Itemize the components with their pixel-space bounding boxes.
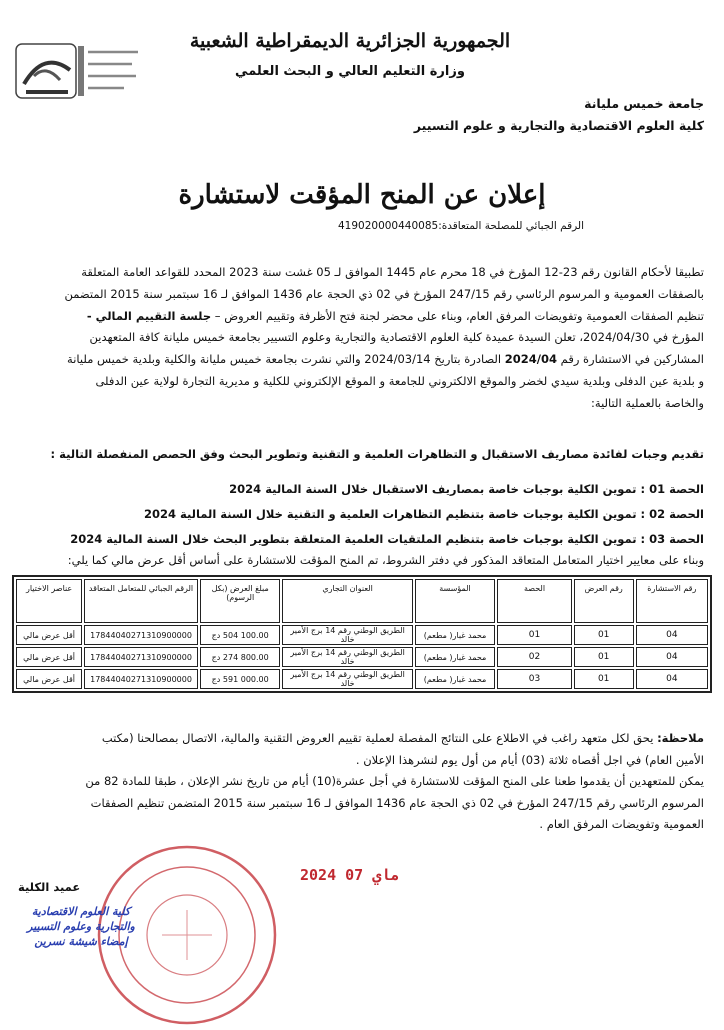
cell-offer-no: 01 xyxy=(574,669,634,689)
paragraph-line: المؤرخ في 2024/04/30، تعلن السيدة عميدة كلية العلوم الاقتصادية والتجارية وعلوم التسيير بجامعة خميس مليانة كافة المتعهدين xyxy=(89,330,704,345)
note-text: يحق لكل متعهد راغب في الاطلاع على النتائج المفصلة لعملية تقييم العروض التقنية والمالية، الاتصال بمصالحنا (مكتب xyxy=(101,731,658,745)
paragraph-text: تنظيم الصفقات العمومية وتفويضات المرفق العام، وبناء على محضر لجنة فتح الأظرفة وتقييم العروض – xyxy=(211,308,704,323)
col-consultation-no: رقم الاستشارة xyxy=(636,579,708,623)
cell-address: الطريق الوطني رقم 14 برج الأمير خالد xyxy=(282,669,412,689)
selection-note: وبناء على معايير اختيار المتعامل المتعاقد المذكور في دفتر الشروط، تم المنح المؤقت للاستشارة على أساس أقل عرض مالي كما يلي: xyxy=(67,553,704,567)
cell-criteria: أقل عرض مالي xyxy=(16,625,82,645)
col-offer-no: رقم العرض xyxy=(574,579,634,623)
col-company: المؤسسة xyxy=(415,579,496,623)
note-line: المرسوم الرئاسي رقم 247/15 المؤرخ في 02 ذي الحجة عام 1436 الموافق لـ 16 سبتمبر سنة 2015 المتضمن تنظيم الصفقات xyxy=(90,795,704,810)
lot-item: الحصة 03 : تموين الكلية بوجبات خاصة بتنظيم الملتقيات العلمية المتعلقة بتطوير البحث خلال السنة المالية 2024 xyxy=(70,532,704,546)
table-row xyxy=(16,647,708,667)
dean-title: عميد الكلية xyxy=(18,880,81,894)
date-stamp: 2024 ماي 07 xyxy=(300,866,400,884)
table-row xyxy=(16,669,708,689)
republic-heading: الجمهورية الجزائرية الديمقراطية الشعبية xyxy=(189,30,511,52)
cell-consultation-no: 04 xyxy=(636,647,708,667)
note-line: الأمين العام) في اجل أقصاه ثلاثة (03) أيام من أول يوم لنشرهذا الإعلان . xyxy=(355,752,704,767)
cell-tax-id: 17844040271310900000 xyxy=(84,647,198,667)
col-criteria: عناصر الاختيار xyxy=(16,579,82,623)
cell-company: محمد غبار( مطعم) xyxy=(415,647,496,667)
cell-company: محمد غبار( مطعم) xyxy=(415,625,496,645)
tax-id: الرقم الجبائي للمصلحة المتعاقدة:419020000440085 xyxy=(337,220,584,232)
note-line xyxy=(20,728,704,750)
cell-address: الطريق الوطني رقم 14 برج الأمير خالد xyxy=(282,647,412,667)
cell-lot: 02 xyxy=(497,647,571,667)
page-title: إعلان عن المنح المؤقت لاستشارة xyxy=(178,180,546,210)
cell-lot: 03 xyxy=(497,669,571,689)
note-line: العمومية وتفويضات المرفق العام . xyxy=(539,817,704,831)
cell-tax-id: 17844040271310900000 xyxy=(84,669,198,689)
cell-company: محمد غبار( مطعم) xyxy=(415,669,496,689)
lot-item: الحصة 02 : تموين الكلية بوجبات خاصة بتنظيم التظاهرات العلمية و التقنية خلال السنة المالية 2024 xyxy=(143,507,704,521)
stamp-line: كلية العلوم الاقتصادية xyxy=(31,905,131,918)
col-tax-id: الرقم الجبائي للمتعامل المتعاقد xyxy=(84,579,198,623)
note-block xyxy=(20,728,704,836)
table-header-row xyxy=(16,579,708,623)
award-table xyxy=(12,575,712,693)
cell-offer-no: 01 xyxy=(574,625,634,645)
paragraph-line: والخاصة بالعملية التالية: xyxy=(591,395,704,410)
paragraph-bold: جلسة التقييم المالي - xyxy=(86,308,212,323)
note-label: ملاحظة: xyxy=(657,731,704,745)
paragraph-text: الصادرة بتاريخ 2024/03/14 والتي نشرت بجامعة خميس مليانة والكلية وبلدية خميس مليانة xyxy=(67,352,505,367)
cell-tax-id: 17844040271310900000 xyxy=(84,625,198,645)
cell-criteria: أقل عرض مالي xyxy=(16,647,82,667)
cell-amount: 000.00 591 دج xyxy=(200,669,281,689)
stamp-line: إمضاء شيشة نسرين xyxy=(34,935,128,948)
university-name: جامعة خميس مليانة xyxy=(584,96,704,111)
intro-paragraph xyxy=(20,262,704,415)
paragraph-text: المشاركين في الاستشارة رقم xyxy=(557,352,704,367)
cell-amount: 800.00 274 دج xyxy=(200,647,281,667)
col-amount: مبلغ العرض (بكل الرسوم) xyxy=(200,579,281,623)
university-logo xyxy=(14,40,144,102)
paragraph-line: بالصفقات العمومية و المرسوم الرئاسي رقم 247/15 المؤرخ في 02 ذي الحجة عام 1436 الموافق لـ 16 سبتمبر سنة 2015 المتضمن xyxy=(64,286,704,301)
cell-consultation-no: 04 xyxy=(636,669,708,689)
stamp-line: والتجارية وعلوم التسيير xyxy=(27,920,135,933)
faculty-name: كلية العلوم الاقتصادية والتجارية و علوم التسيير xyxy=(413,118,704,133)
paragraph-line: و بلدية عين الدفلى وبلدية سيدي لخضر والموقع الالكتروني للجامعة و الموقع الإلكتروني للكلية و مديرية التجارة لولاية عين الدفلى xyxy=(95,373,704,388)
paragraph-line xyxy=(20,349,704,371)
cell-criteria: أقل عرض مالي xyxy=(16,669,82,689)
cell-address: الطريق الوطني رقم 14 برج الأمير خالد xyxy=(282,625,412,645)
lot-item: الحصة 01 : تموين الكلية بوجبات خاصة بمصاريف الاستقبال خلال السنة المالية 2024 xyxy=(229,482,704,496)
ministry-heading: وزارة التعليم العالي و البحث العلمي xyxy=(235,64,465,79)
cell-offer-no: 01 xyxy=(574,647,634,667)
note-line: يمكن للمتعهدين أن يقدموا طعنا على المنح المؤقت للاستشارة في أجل عشرة(10) أيام من تاريخ نشر الإعلان ، طبقا للمادة 82 من xyxy=(85,774,704,788)
paragraph-line xyxy=(20,306,704,328)
cell-consultation-no: 04 xyxy=(636,625,708,645)
consultation-number: 2024/04 xyxy=(504,352,558,367)
col-address: العنوان التجاري xyxy=(282,579,412,623)
col-lot: الحصة xyxy=(497,579,571,623)
cell-amount: 100.00 504 دج xyxy=(200,625,281,645)
signature-stamp xyxy=(6,904,156,949)
cell-lot: 01 xyxy=(497,625,571,645)
table-row xyxy=(16,625,708,645)
paragraph-line: تطبيقا لأحكام القانون رقم 23-12 المؤرخ في 18 محرم عام 1445 الموافق لـ 05 غشت سنة 2023 المحدد للقواعد العامة المتعلقة xyxy=(81,265,704,279)
lots-intro: تقديم وجبات لفائدة مصاريف الاستقبال و التظاهرات العلمية و التقنية وتطوير البحث وفق الحصص المنفصلة التالية : xyxy=(50,447,704,461)
